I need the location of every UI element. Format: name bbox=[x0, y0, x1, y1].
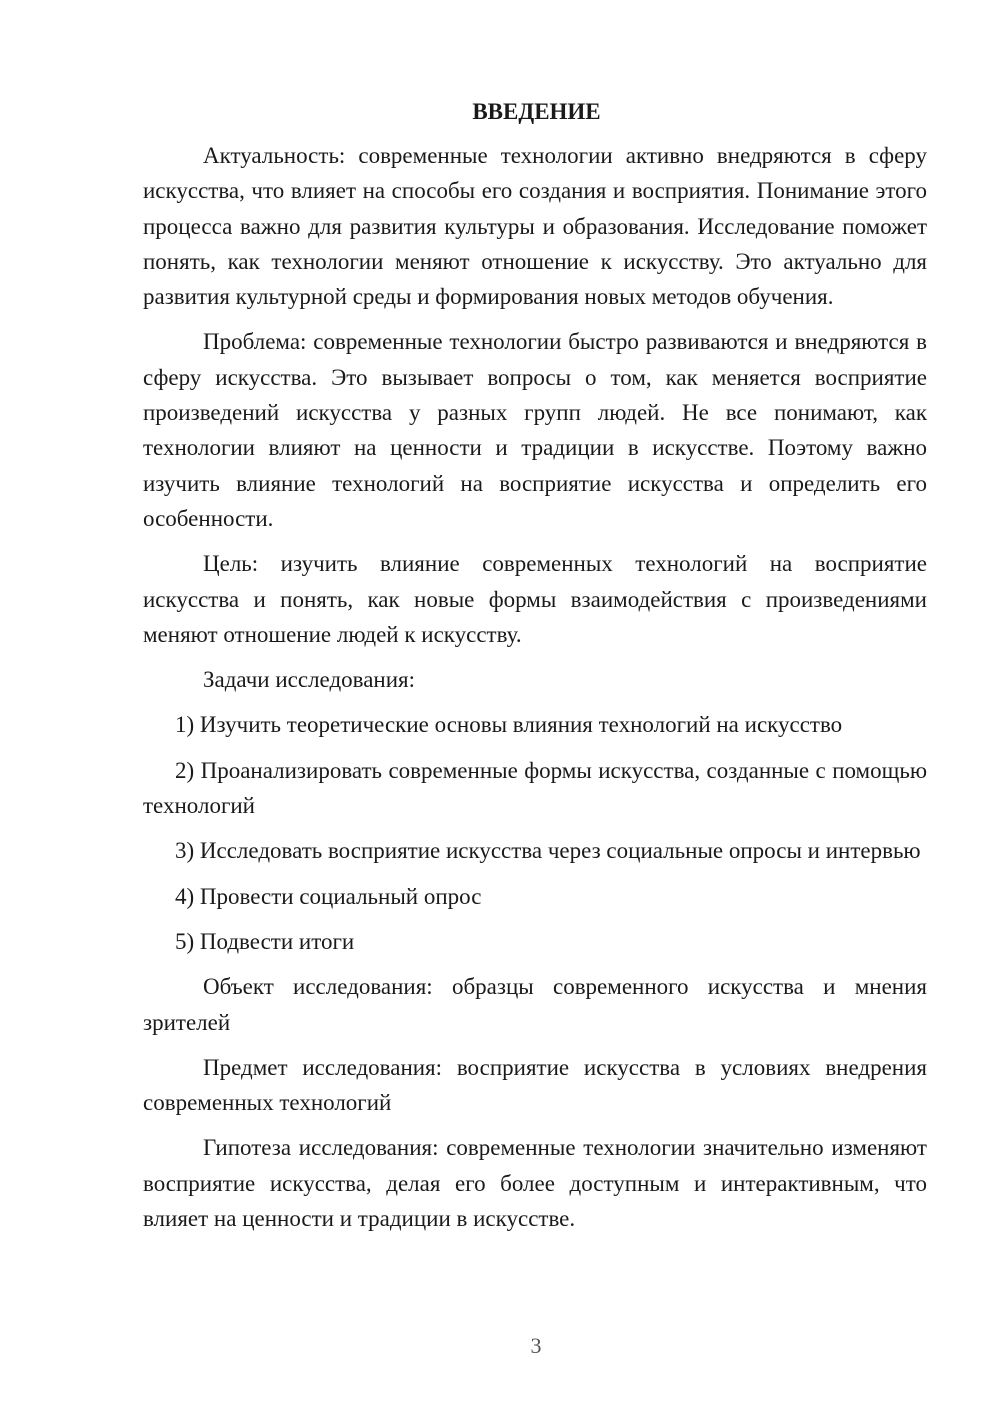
relevance-paragraph: Актуальность: современные технологии активно внедряются в сферу искусства, что влияет на способы его создания и восприятия. Понимание этого процесса важно для развития культуры и образования. Исследование поможет понять, как технологии меняют отношение к искусству. Это актуально для развития культурной среды и формирования новых методов обучения. bbox=[143, 143, 927, 310]
task-item-5: 5) Подвести итоги bbox=[175, 928, 355, 954]
section-title: ВВЕДЕНИЕ bbox=[472, 99, 601, 124]
task-item-3: 3) Исследовать восприятие искусства через социальные опросы и интервью bbox=[175, 838, 921, 864]
problem-paragraph: Проблема: современные технологии быстро развиваются и внедряются в сферу искусства. Это вызывает вопросы о том, как меняется восприятие произведений искусства у разных групп людей. Не все понимают, как технологии влияют на ценности и традиции в искусстве. Поэтому важно изучить влияние технологий на восприятие искусства и определить его особенности. bbox=[143, 329, 927, 531]
object-paragraph: Объект исследования: образцы современного искусства и мнения зрителей bbox=[143, 974, 927, 1035]
hypothesis-paragraph: Гипотеза исследования: современные технологии значительно изменяют восприятие искусства, делая его более доступным и интерактивным, что влияет на ценности и традиции в искусстве. bbox=[143, 1135, 927, 1232]
task-item-1: 1) Изучить теоретические основы влияния технологий на искусство bbox=[175, 712, 843, 738]
tasks-heading: Задачи исследования: bbox=[203, 667, 416, 693]
subject-paragraph: Предмет исследования: восприятие искусства в условиях внедрения современных технологий bbox=[143, 1054, 927, 1116]
task-item-2: 2) Проанализировать современные формы искусства, созданные с помощью технологий bbox=[143, 757, 927, 819]
document-body bbox=[143, 94, 927, 1246]
page-number: 3 bbox=[530, 1333, 542, 1358]
task-item-4: 4) Провести социальный опрос bbox=[175, 883, 482, 909]
goal-paragraph: Цель: изучить влияние современных технологий на восприятие искусства и понять, как новые формы взаимодействия с произведениями меняют отношение людей к искусству. bbox=[143, 551, 927, 647]
